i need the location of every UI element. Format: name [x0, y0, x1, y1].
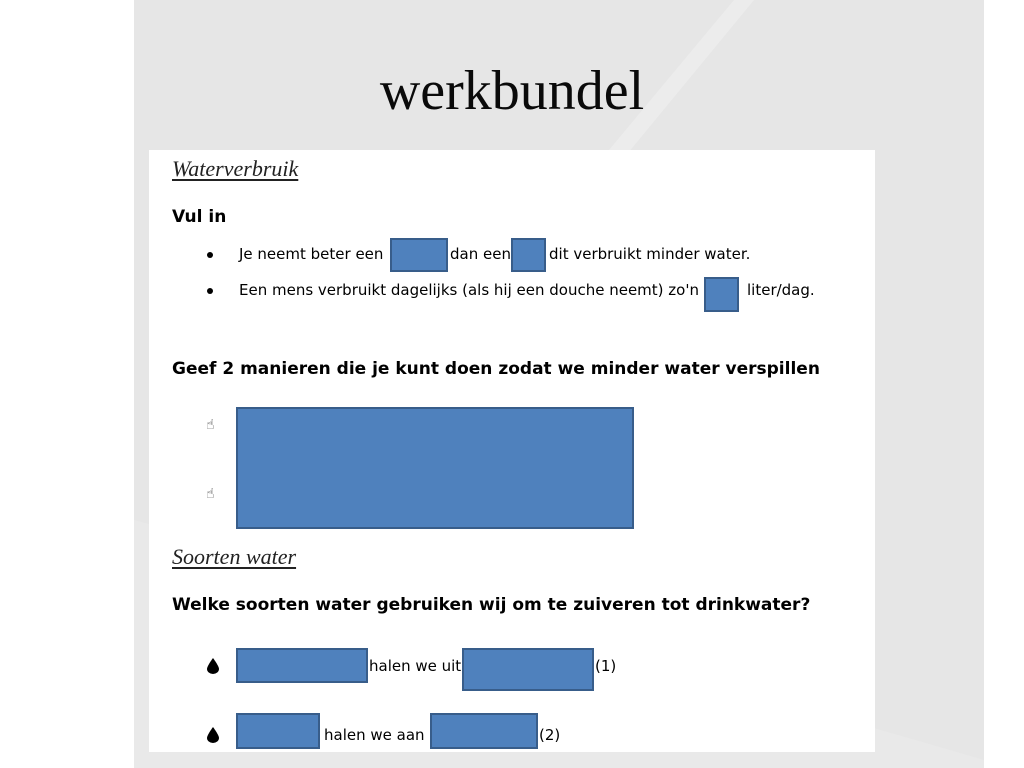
blank-box-1[interactable]	[390, 238, 448, 272]
blank-box-3[interactable]	[704, 277, 739, 312]
line1-part1: Je neemt beter een	[239, 245, 384, 263]
line2-part2: liter/dag.	[747, 281, 815, 299]
line3-part1: halen we uit	[369, 657, 462, 675]
blank-box-6[interactable]	[236, 713, 320, 749]
blank-box-5[interactable]	[462, 648, 594, 691]
blank-box-2[interactable]	[511, 238, 546, 272]
bullet-dot-icon	[207, 252, 213, 258]
line4-part1: halen we aan	[324, 726, 425, 744]
line4-part2: (2)	[539, 726, 561, 744]
question-save-water: Geef 2 manieren die je kunt doen zodat we minder water verspillen	[172, 359, 820, 379]
slide-title: werkbundel	[379, 60, 645, 122]
section-heading-soorten-water: Soorten water	[172, 544, 297, 569]
line1-part2: dan een	[450, 245, 511, 263]
section-heading-waterverbruik: Waterverbruik	[172, 156, 299, 181]
worksheet-document	[149, 150, 875, 752]
bullet-dot-icon	[207, 288, 213, 294]
pointing-hand-icon: ☝	[206, 417, 215, 433]
water-drop-icon	[207, 727, 219, 743]
pointing-hand-icon: ☝	[206, 486, 215, 502]
fill-in-label: Vul in	[172, 207, 227, 227]
blank-box-4[interactable]	[236, 648, 368, 683]
water-drop-icon	[207, 658, 219, 674]
blank-box-7[interactable]	[430, 713, 538, 749]
line3-part2: (1)	[595, 657, 617, 675]
line2-part1: Een mens verbruikt dagelijks (als hij een douche neemt) zo'n	[239, 281, 699, 299]
line1-part3: dit verbruikt minder water.	[549, 245, 751, 263]
answer-box-large[interactable]	[236, 407, 634, 529]
question-water-types: Welke soorten water gebruiken wij om te zuiveren tot drinkwater?	[172, 595, 811, 615]
